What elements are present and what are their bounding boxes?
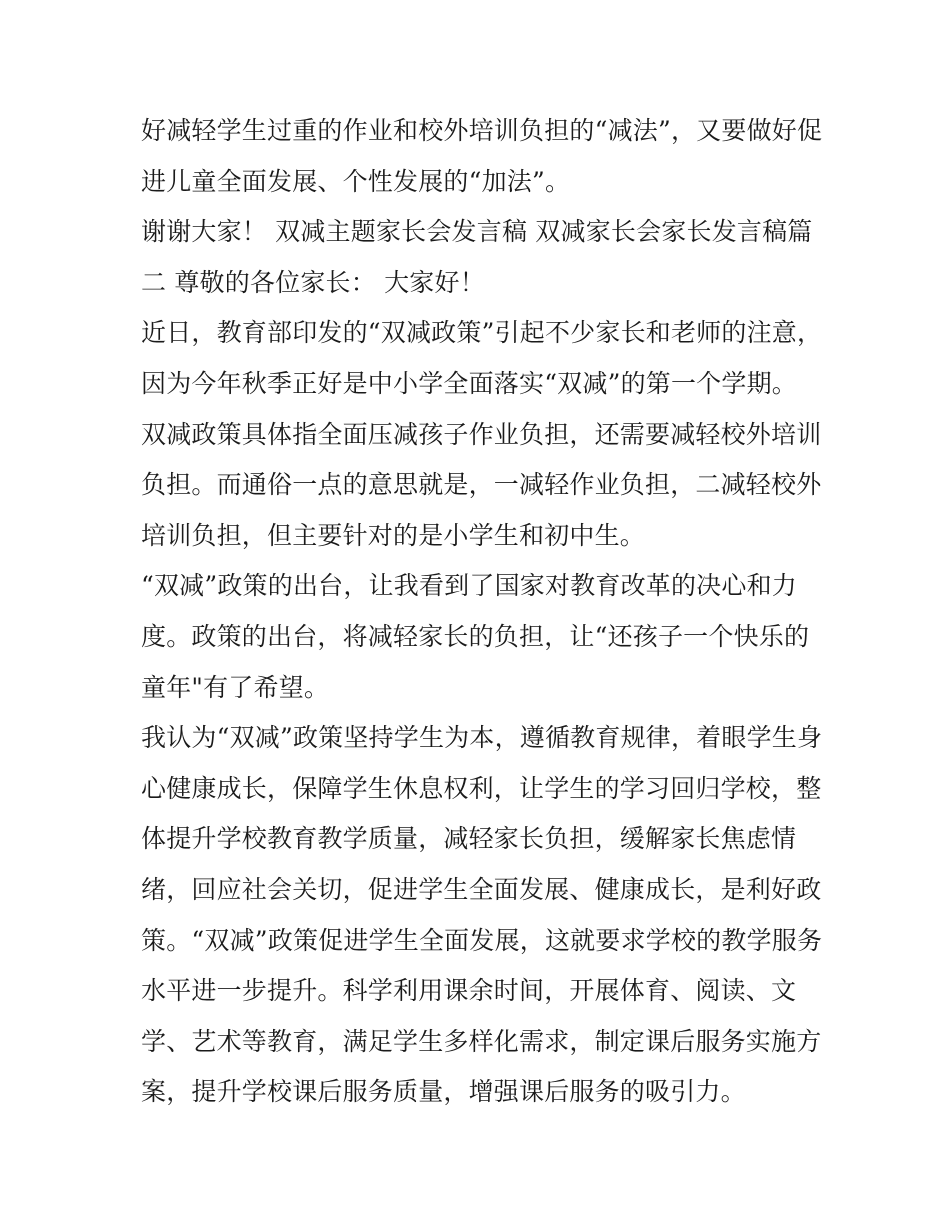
text-line: 谢谢大家！ 双减主题家长会发言稿 双减家长会家长发言稿篇 <box>141 217 813 247</box>
text-line: 度。政策的出台，将减轻家长的负担，让“还孩子一个快乐的 <box>141 621 810 651</box>
text-line: 心健康成长，保障学生休息权利，让学生的学习回归学校，整 <box>141 773 822 803</box>
text-line: 水平进一步提升。科学利用课余时间，开展体育、阅读、文 <box>141 976 797 1006</box>
text-line: 策。“双减”政策促进学生全面发展，这就要求学校的教学服务 <box>141 925 823 955</box>
text-line: 体提升学校教育教学质量，减轻家长负担，缓解家长焦虑情 <box>141 824 797 854</box>
text-line: 培训负担，但主要针对的是小学生和初中生。 <box>141 520 646 550</box>
text-line: 双减政策具体指全面压减孩子作业负担，还需要减轻校外培训 <box>141 419 822 449</box>
text-line: 进儿童全面发展、个性发展的“加法”。 <box>141 166 571 196</box>
text-line: 案，提升学校课后服务质量，增强课后服务的吸引力。 <box>141 1077 746 1107</box>
text-line: 好减轻学生过重的作业和校外培训负担的“减法”，又要做好促 <box>141 116 823 145</box>
text-line: 童年"有了希望。 <box>141 672 330 702</box>
text-line: 我认为“双减”政策坚持学生为本，遵循教育规律，着眼学生身 <box>141 723 823 753</box>
text-line: “双减”政策的出台，让我看到了国家对教育改革的决心和力 <box>141 571 797 601</box>
text-line: 二 尊敬的各位家长： 大家好！ <box>141 267 485 297</box>
text-line: 近日，教育部印发的“双减政策”引起不少家长和老师的注意， <box>141 318 823 348</box>
document-body <box>141 106 821 1118</box>
text-line: 因为今年秋季正好是中小学全面落实“双减”的第一个学期。 <box>141 368 797 398</box>
text-line: 负担。而通俗一点的意思就是，一减轻作业负担，二减轻校外 <box>141 470 822 500</box>
text-line: 学、艺术等教育，满足学生多样化需求，制定课后服务实施方 <box>141 1026 822 1056</box>
text-line: 绪，回应社会关切，促进学生全面发展、健康成长，是利好政 <box>141 874 822 904</box>
